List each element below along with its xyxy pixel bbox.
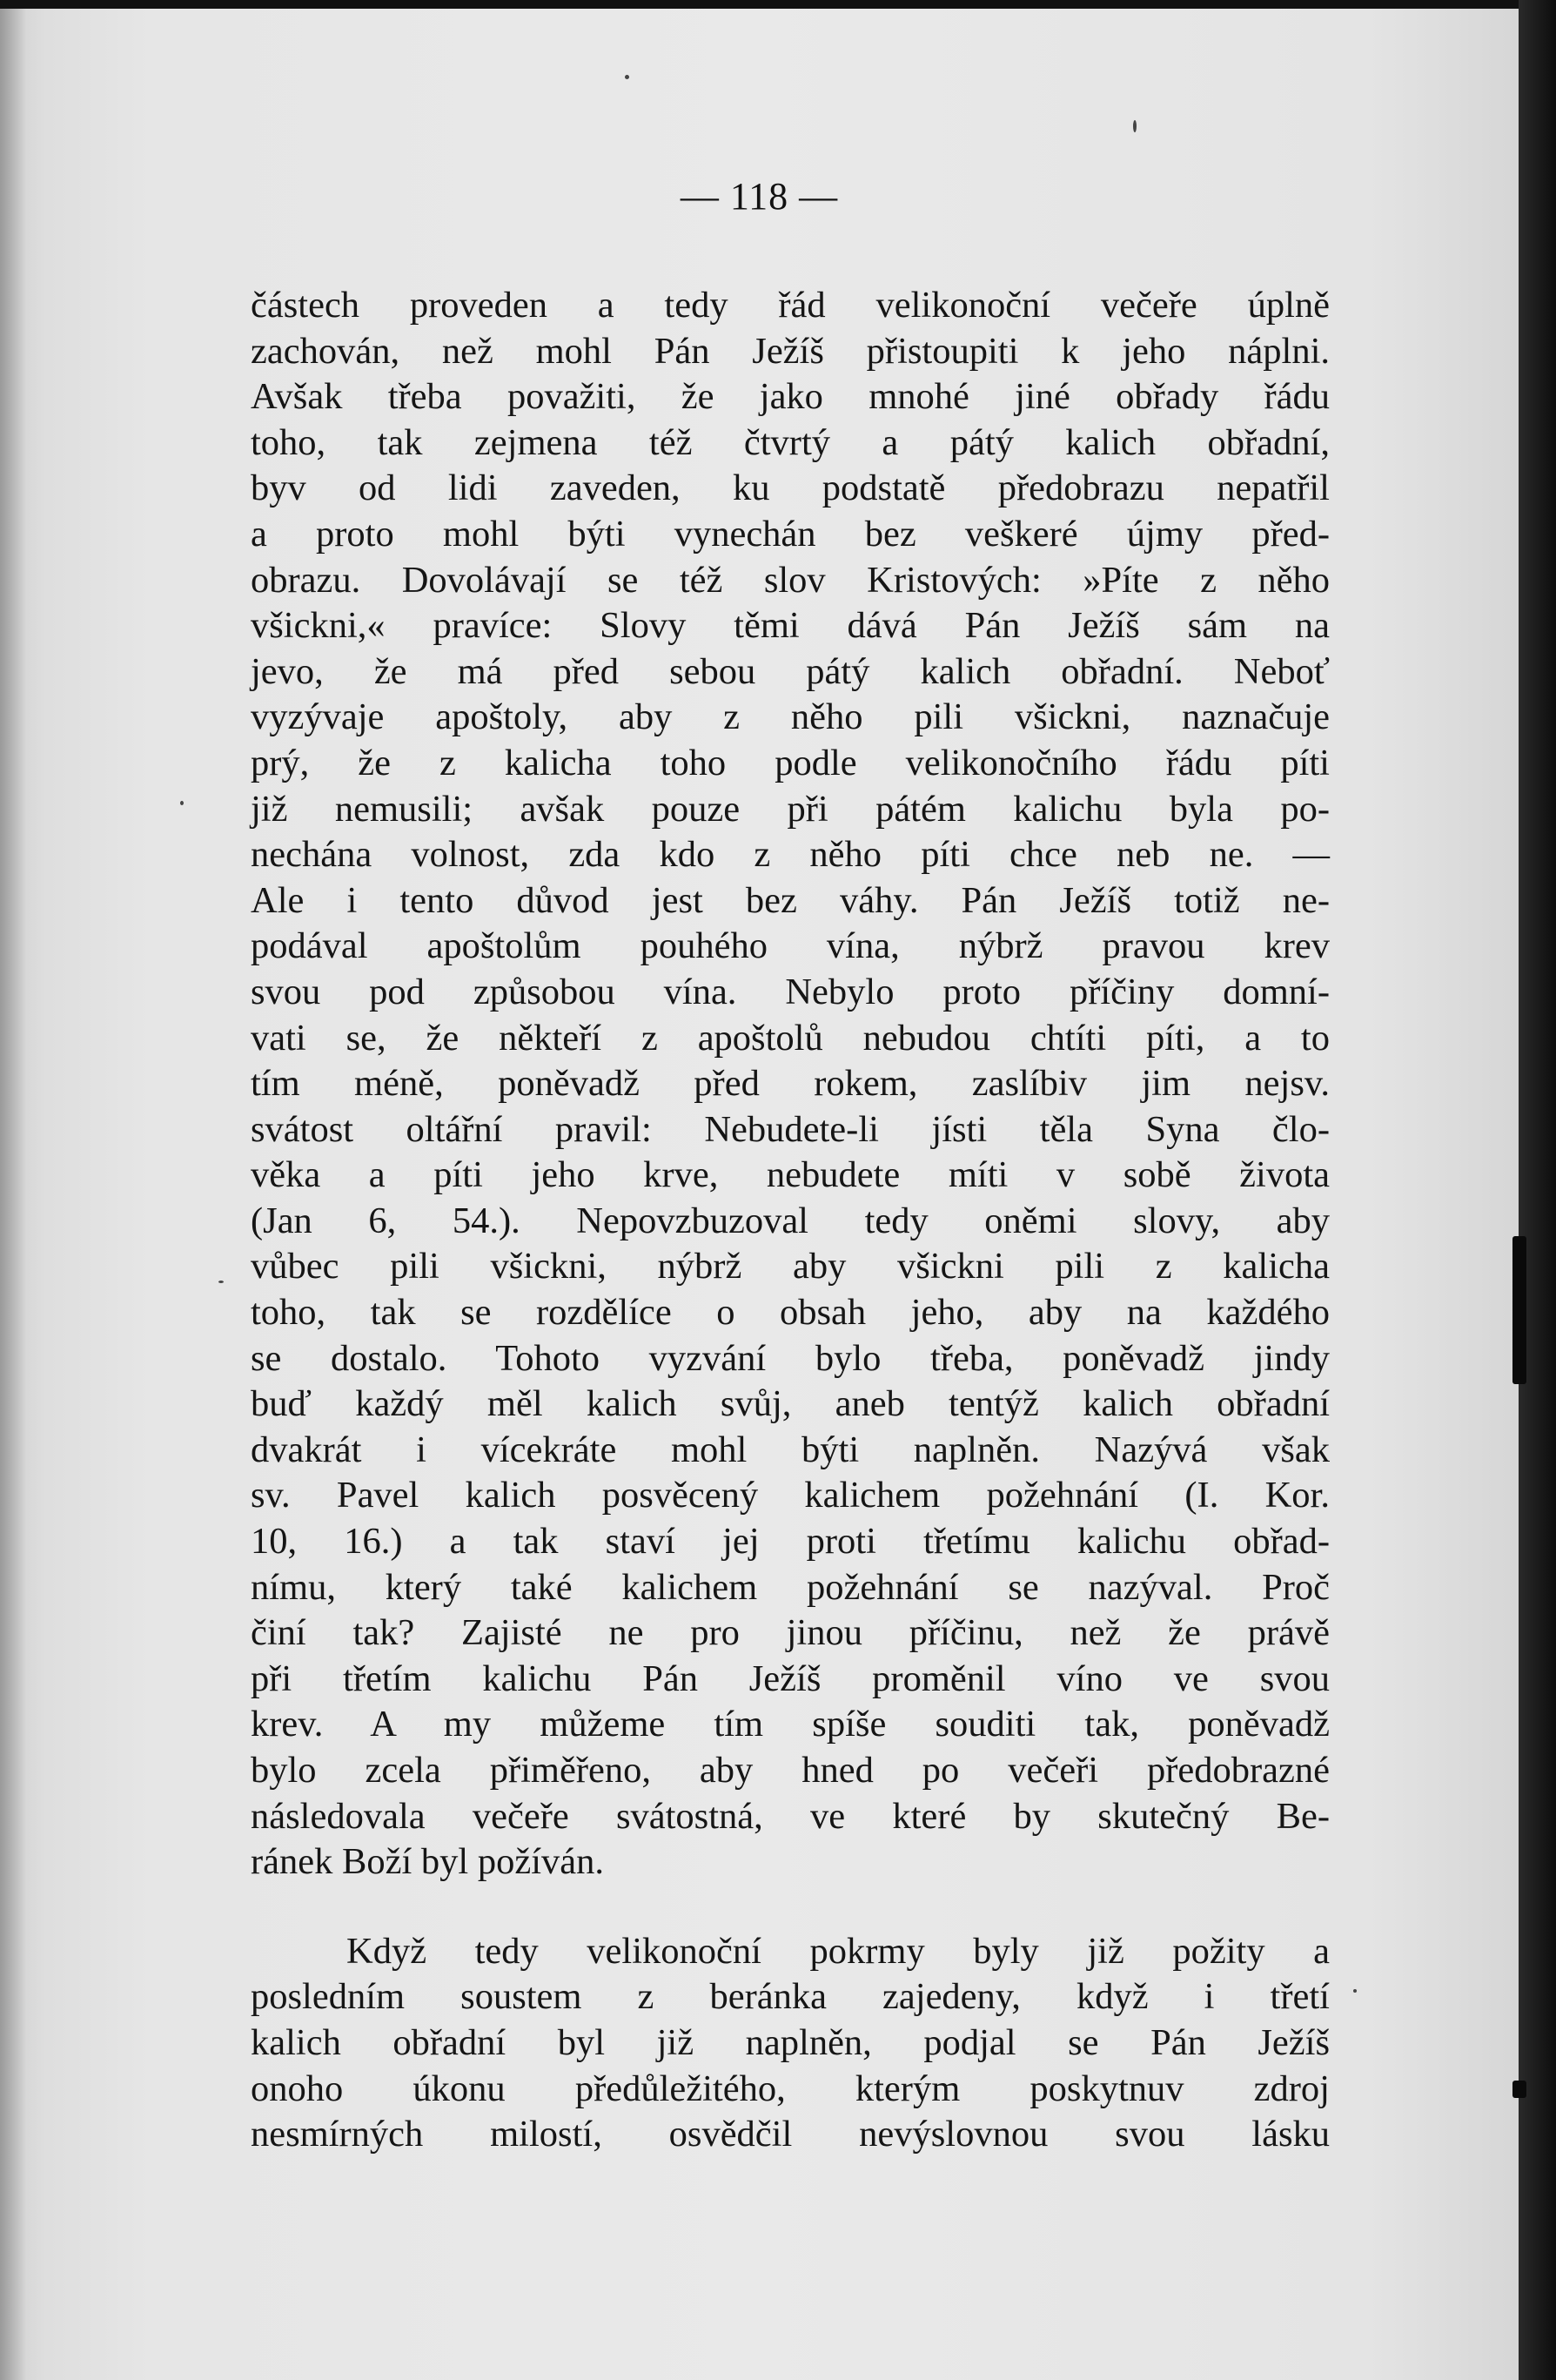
page-number: — 118 —: [680, 175, 839, 218]
scan-speck: [1353, 1989, 1357, 1993]
text-line: věka a píti jeho krve, nebudete míti v sobě života: [251, 1154, 1330, 1196]
scan-right-edge: [1519, 0, 1556, 2380]
text-line: krev. A my můžeme tím spíše souditi tak, poněvadž: [251, 1704, 1330, 1745]
text-line: následovala večeře svátostná, ve které by skutečný Be-: [251, 1795, 1330, 1837]
text-line: obrazu. Dovolávají se též slov Kristových: »Píte z něho: [251, 559, 1330, 601]
scan-top-edge: [0, 0, 1556, 9]
text-line: vyzývaje apoštoly, aby z něho pili všickni, naznačuje: [251, 696, 1330, 738]
text-line: při třetím kalichu Pán Ježíš proměnil víno ve svou: [251, 1657, 1330, 1699]
paragraph-2: [251, 1929, 1330, 2158]
scan-speck: [180, 801, 184, 805]
text-line: nímu, který také kalichem požehnání se nazýval. Proč: [251, 1566, 1330, 1608]
text-line: (Jan 6, 54.). Nepovzbuzoval tedy oněmi slovy, aby: [251, 1200, 1330, 1241]
text-line: kalich obřadní byl již naplněn, podjal se Pán Ježíš: [251, 2021, 1330, 2063]
text-line: bylo zcela přiměřeno, aby hned po večeři předobrazné: [251, 1750, 1330, 1791]
text-line: částech proveden a tedy řád velikonoční večeře úplně: [251, 285, 1330, 326]
paragraph-gap: [251, 1886, 1330, 1929]
text-line: se dostalo. Tohoto vyzvání bylo třeba, poněvadž jindy: [251, 1337, 1330, 1379]
paragraph-1: [251, 283, 1330, 1886]
text-line: buď každý měl kalich svůj, aneb tentýž kalich obřadní: [251, 1383, 1330, 1425]
text-line: onoho úkonu předůležitého, kterým poskytnuv zdroj: [251, 2067, 1330, 2109]
text-line: zachován, než mohl Pán Ježíš přistoupiti k jeho náplni.: [251, 330, 1330, 372]
text-line: vati se, že někteří z apoštolů nebudou chtíti píti, a to: [251, 1017, 1330, 1059]
text-line: ránek Boží byl požíván.: [251, 1841, 604, 1883]
text-line: podával apoštolům pouhého vína, nýbrž pravou krev: [251, 925, 1330, 967]
text-line: všickni,« pravíce: Slovy těmi dává Pán Ježíš sám na: [251, 605, 1330, 647]
scan-speck: [218, 1281, 224, 1283]
text-line: Ale i tento důvod jest bez váhy. Pán Ježíš totiž ne-: [251, 879, 1330, 921]
text-line: byv od lidi zaveden, ku podstatě předobrazu nepatřil: [251, 467, 1330, 509]
text-line: prý, že z kalicha toho podle velikonočního řádu píti: [251, 742, 1330, 783]
text-line: posledním soustem z beránka zajedeny, když i třetí: [251, 1976, 1330, 2018]
text-line: svátost oltářní pravil: Nebudete-li jísti těla Syna člo-: [251, 1108, 1330, 1150]
text-line: Když tedy velikonoční pokrmy byly již požity a: [346, 1930, 1330, 1972]
text-line: Avšak třeba považiti, že jako mnohé jiné obřady řádu: [251, 376, 1330, 418]
scan-edge-mark: [1512, 1236, 1526, 1384]
text-line: vůbec pili všickni, nýbrž aby všickni pili z kalicha: [251, 1246, 1330, 1287]
body-text: [251, 283, 1330, 2158]
scan-speck: [1133, 120, 1137, 132]
text-line: dvakrát i vícekráte mohl býti naplněn. Nazývá však: [251, 1429, 1330, 1470]
text-line: jevo, že má před sebou pátý kalich obřadní. Neboť: [251, 650, 1330, 692]
page-left-shadow: [0, 0, 26, 2380]
text-line: svou pod způsobou vína. Nebylo proto příčiny domní-: [251, 971, 1330, 1012]
text-line: nesmírných milostí, osvědčil nevýslovnou svou lásku: [251, 2114, 1330, 2155]
scan-speck: [625, 75, 629, 79]
text-line: tím méně, poněvadž před rokem, zaslíbiv jim nejsv.: [251, 1063, 1330, 1105]
scan-edge-mark: [1512, 2081, 1526, 2098]
text-line: sv. Pavel kalich posvěcený kalichem požehnání (I. Kor.: [251, 1475, 1330, 1516]
text-line: toho, tak se rozdělíce o obsah jeho, aby na každého: [251, 1292, 1330, 1334]
text-line: toho, tak zejmena též čtvrtý a pátý kalich obřadní,: [251, 421, 1330, 463]
text-line: nechána volnost, zda kdo z něho píti chce neb ne. —: [251, 834, 1330, 876]
text-line: činí tak? Zajisté ne pro jinou příčinu, než že právě: [251, 1612, 1330, 1654]
text-line: a proto mohl býti vynechán bez veškeré újmy před-: [251, 513, 1330, 555]
text-line: 10, 16.) a tak staví jej proti třetímu kalichu obřad-: [251, 1521, 1330, 1563]
text-line: již nemusili; avšak pouze při pátém kalichu byla po-: [251, 788, 1330, 830]
